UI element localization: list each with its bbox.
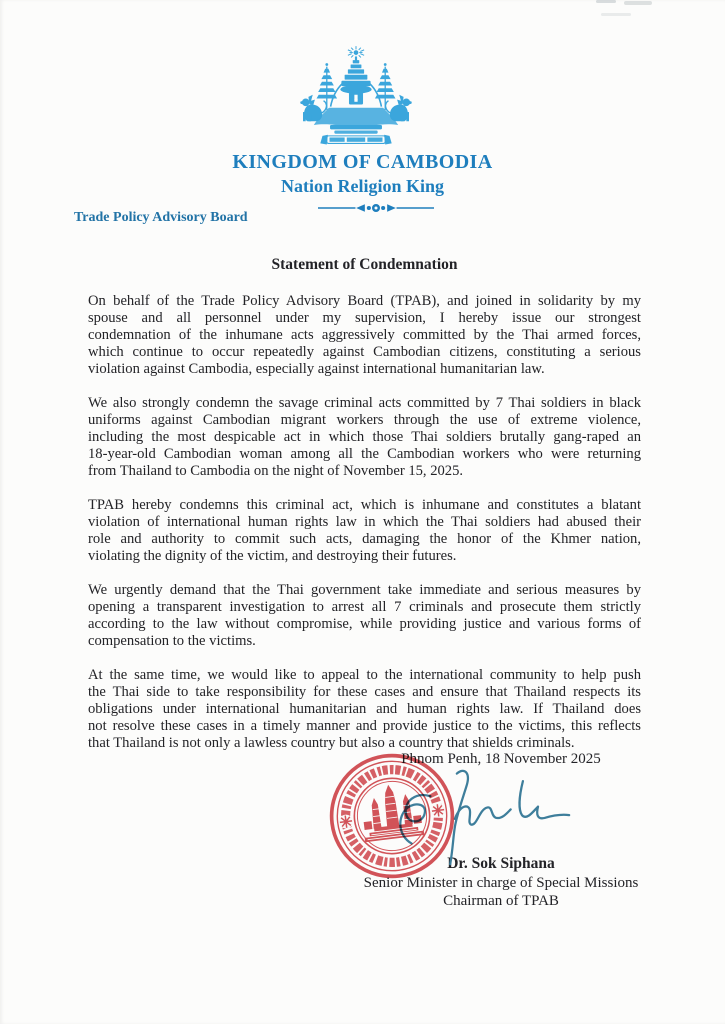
scan-artifact: [601, 13, 631, 16]
paragraph-line: which continue to occur repeatedly against Cambodian citizens, constituting a serious: [88, 344, 641, 360]
paragraph-line: from Thailand to Cambodia on the night of November 15, 2025.: [88, 463, 464, 479]
paragraph-line: violating the dignity of the victim, and destroying their futures.: [88, 548, 457, 564]
paragraph-line: opening a transparent investigation to arrest all 7 criminals and prosecute them strictly: [88, 599, 641, 615]
scan-artifact: [596, 0, 616, 3]
paragraph: [88, 293, 641, 378]
scan-artifact: [624, 1, 652, 5]
signatory-role: Chairman of TPAB: [443, 893, 559, 909]
paragraph-line: We also strongly condemn the savage criminal acts committed by 7 Thai soldiers in black: [88, 395, 641, 411]
paragraph-line: TPAB hereby condemns this criminal act, which is inhumane and constitutes a blatant: [88, 497, 641, 513]
paragraph-line: obligations under international humanitarian and human rights law. If Thailand does: [88, 701, 641, 717]
royal-arms-icon: [296, 45, 416, 151]
dateline: Phnom Penh, 18 November 2025: [401, 751, 601, 767]
paragraph-line: violation against Cambodia, especially against international humanitarian law.: [88, 361, 545, 377]
paragraph-line: including the most despicable act in which those Thai soldiers brutally gang-raped an: [88, 429, 641, 445]
paragraph-line: according to the law without compromise, while providing justice and various forms of: [88, 616, 641, 632]
paragraph-line: condemnation of the inhumane acts aggressively committed by the Thai armed forces,: [88, 327, 641, 343]
paragraph: [88, 582, 641, 650]
paragraph-line: the Thai side to take responsibility for these cases and ensure that Thailand respects its: [88, 684, 641, 700]
body-paragraphs: [88, 293, 641, 769]
paragraph-line: compensation to the victims.: [88, 633, 256, 649]
paragraph-line: We urgently demand that the Thai government take immediate and serious measures by: [88, 582, 641, 598]
paragraph-line: At the same time, we would like to appeal to the international community to help push: [88, 667, 641, 683]
paragraph-line: On behalf of the Trade Policy Advisory Board (TPAB), and joined in solidarity by my: [88, 293, 641, 309]
signatory-name: Dr. Sok Siphana: [447, 855, 555, 872]
department-name: Trade Policy Advisory Board: [74, 210, 248, 225]
paragraph-line: not resolve these cases in a timely manner and provide justice to the victims, this reflects: [88, 718, 641, 734]
paragraph-line: spouse and all personnel under my supervision, I hereby issue our strongest: [88, 310, 641, 326]
ornamental-divider-icon: [318, 202, 434, 214]
paragraph: [88, 667, 641, 752]
paragraph-line: uniforms against Cambodian migrant workers through the use of extreme violence,: [88, 412, 641, 428]
national-motto: Nation Religion King: [280, 176, 445, 196]
paragraph: [88, 395, 641, 480]
kingdom-title: KINGDOM OF CAMBODIA: [232, 151, 493, 173]
paragraph-line: that Thailand is not only a lawless country but also a country that shields criminals.: [88, 735, 575, 751]
signatory-title: Senior Minister in charge of Special Missions: [363, 875, 639, 891]
paragraph-line: role and authority to commit such acts, damaging the honor of the Khmer nation,: [88, 531, 641, 547]
document-title: Statement of Condemnation: [271, 256, 458, 273]
paragraph-line: violation of international human rights law in which the Thai soldiers had abused their: [88, 514, 641, 530]
official-red-seal: [314, 738, 470, 894]
paragraph: [88, 497, 641, 565]
paragraph-line: 18-year-old Cambodian woman among all the Cambodian workers who were returning: [88, 446, 641, 462]
